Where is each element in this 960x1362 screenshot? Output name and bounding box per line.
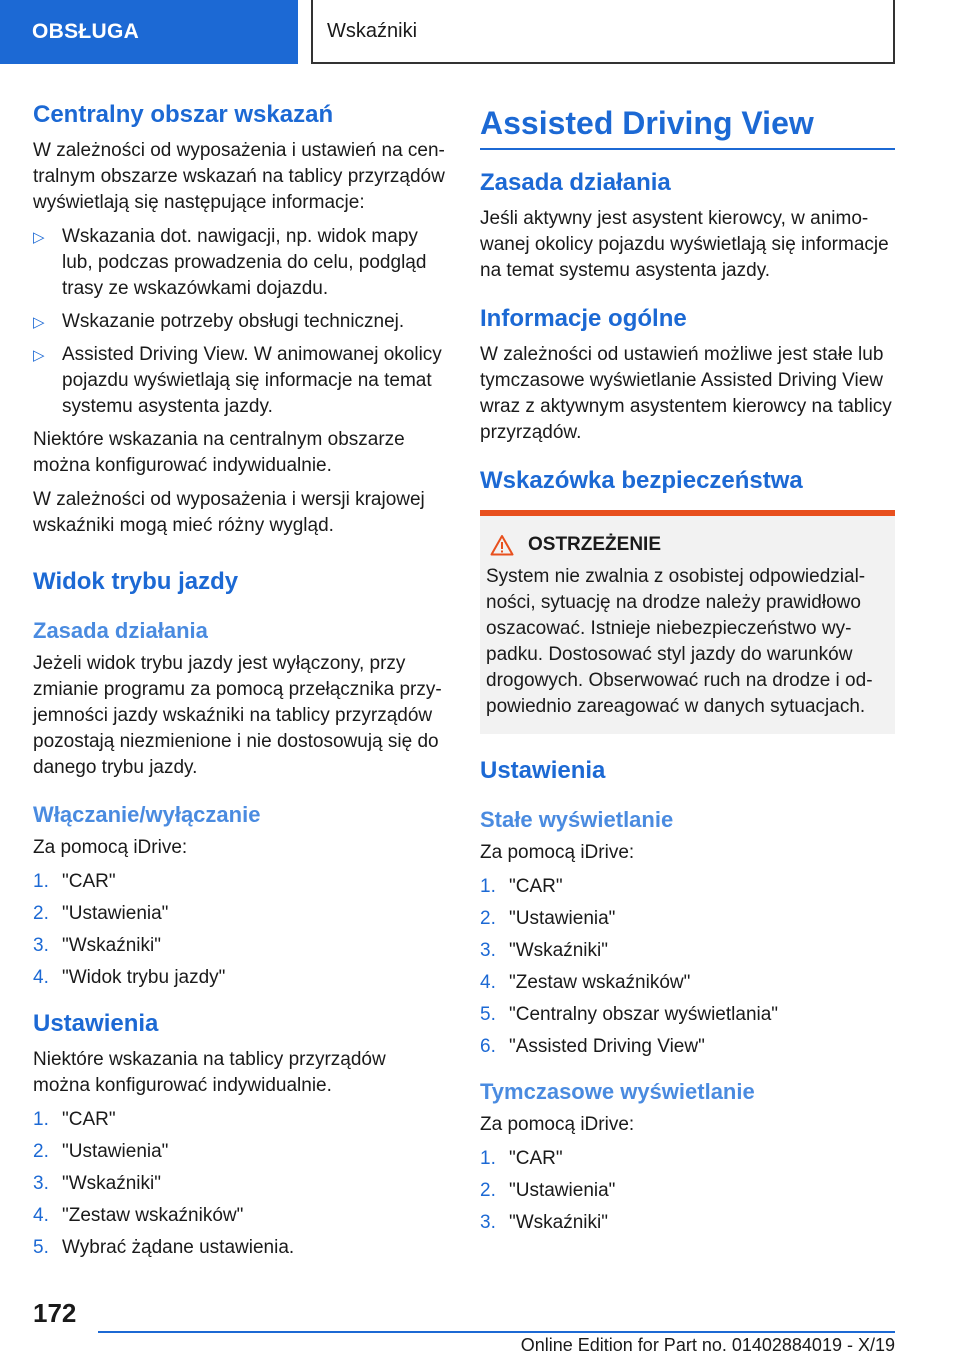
central-area-heading: Centralny obszar wskazań [33, 101, 334, 128]
section-tab: OBSŁUGA [0, 0, 298, 64]
list-item: 6. "Assisted Driving View" [480, 1036, 705, 1057]
central-area-intro: W zależności od wyposażenia i ustawień na cen-tralnym obszarze wskazań na tablicy przyrządów wyświetlają się następujące informacje: [33, 140, 445, 213]
right-column [480, 100, 895, 1242]
permanent-display-heading: Stałe wyświetlanie [480, 807, 674, 832]
temporary-display-heading: Tymczasowe wyświetlanie [480, 1079, 755, 1104]
list-item: ▷ Assisted Driving View. W animowanej okolicy pojazdu wyświetlają się informacje na temat systemu asystenta jazdy. [33, 344, 442, 417]
principle-heading: Zasada działania [480, 169, 671, 196]
settings-intro: Niektóre wskazania na tablicy przyrządów można konfigurować indywidualnie. [33, 1049, 386, 1096]
list-item: ▷ Wskazania dot. nawigacji, np. widok mapy lub, podczas prowadzenia do celu, podgląd trasy ze wskazówkami dojazdu. [33, 226, 427, 299]
list-item: 4. "Widok trybu jazdy" [33, 967, 226, 988]
permanent-display-intro: Za pomocą iDrive: [480, 842, 635, 863]
central-area-bullets [33, 224, 447, 420]
permanent-display-steps [480, 874, 895, 1060]
central-area-paragraph: Niektóre wskazania na centralnym obszarze można konfigurować indywidualnie. [33, 429, 405, 476]
settings-steps [33, 1107, 447, 1261]
list-item: 4. "Zestaw wskaźników" [480, 972, 691, 993]
list-item: 4. "Zestaw wskaźników" [33, 1205, 244, 1226]
settings-heading: Ustawienia [33, 1010, 159, 1037]
temporary-display-intro: Za pomocą iDrive: [480, 1114, 635, 1135]
list-item: 2. "Ustawienia" [480, 1180, 616, 1201]
triangle-right-outline-icon: ▷ [33, 314, 45, 331]
triangle-right-outline-icon: ▷ [33, 347, 45, 364]
list-item: 1. "CAR" [33, 871, 116, 892]
general-info-heading: Informacje ogólne [480, 305, 687, 332]
list-item: 2. "Ustawienia" [480, 908, 616, 929]
list-item: 3. "Wskaźniki" [33, 935, 161, 956]
footer-divider [98, 1331, 895, 1333]
onoff-intro: Za pomocą iDrive: [33, 837, 188, 858]
list-item: 1. "CAR" [33, 1109, 116, 1130]
warning-box [480, 510, 895, 734]
edition-note: Online Edition for Part no. 01402884019 - X/19 [520, 1335, 895, 1355]
list-item: 2. "Ustawienia" [33, 903, 169, 924]
list-item: 3. "Wskaźniki" [33, 1173, 161, 1194]
driving-mode-principle-text: Jeżeli widok trybu jazdy jest wyłączony, przy zmianie programu za pomocą przełącznika przy-jemności jazdy wskaźniki na tablicy przyrządów pozostają niezmienione i nie dostosowują się do danego trybu jazdy. [33, 653, 442, 778]
driving-mode-heading: Widok trybu jazdy [33, 568, 239, 595]
onoff-heading: Włączanie/wyłączanie [33, 802, 261, 827]
list-item: ▷ Wskazanie potrzeby obsługi technicznej. [33, 309, 447, 335]
temporary-display-steps [480, 1146, 895, 1236]
assisted-driving-view-heading: Assisted Driving View [480, 100, 895, 150]
principle-text: Jeśli aktywny jest asystent kierowcy, w animo-wanej okolicy pojazdu wyświetlają się informacje na temat systemu asystenta jazdy. [480, 208, 889, 281]
warning-label: OSTRZEŻENIE [528, 534, 662, 555]
left-column [33, 100, 447, 1267]
driving-mode-principle-heading: Zasada działania [33, 618, 208, 643]
onoff-steps [33, 869, 447, 991]
general-info-text: W zależności od ustawień możliwe jest stałe lub tymczasowe wyświetlanie Assisted Driving View wraz z aktywnym asystentem kierowcy na tablicy przyrządów. [480, 344, 892, 443]
list-item: 5. "Centralny obszar wyświetlania" [480, 1004, 779, 1025]
warning-text: System nie zwalnia z osobistej odpowiedzial-ności, sytuację na drodze należy prawidłowo oszacować. Istnieje niebezpieczeństwo wy-padku. Dostosować styl jazdy do warunków drogowych. Obserwować ruch na drodze i od-powiednio zareagować w danych sytuacjach. [486, 566, 873, 717]
safety-heading: Wskazówka bezpieczeństwa [480, 467, 803, 494]
list-item: 5. Wybrać żądane ustawienia. [33, 1237, 295, 1258]
list-item: 3. "Wskaźniki" [480, 940, 608, 961]
warning-title [486, 534, 889, 556]
list-item: 2. "Ustawienia" [33, 1141, 169, 1162]
warning-triangle-icon [490, 534, 514, 556]
chapter-title: Wskaźniki [311, 0, 895, 64]
triangle-right-outline-icon: ▷ [33, 229, 45, 246]
central-area-paragraph: W zależności od wyposażenia i wersji krajowej wskaźniki mogą mieć różny wygląd. [33, 489, 425, 536]
list-item: 3. "Wskaźniki" [480, 1212, 608, 1233]
list-item: 1. "CAR" [480, 1148, 563, 1169]
settings-heading: Ustawienia [480, 757, 606, 784]
page-number: 172 [33, 1298, 77, 1328]
list-item: 1. "CAR" [480, 876, 563, 897]
